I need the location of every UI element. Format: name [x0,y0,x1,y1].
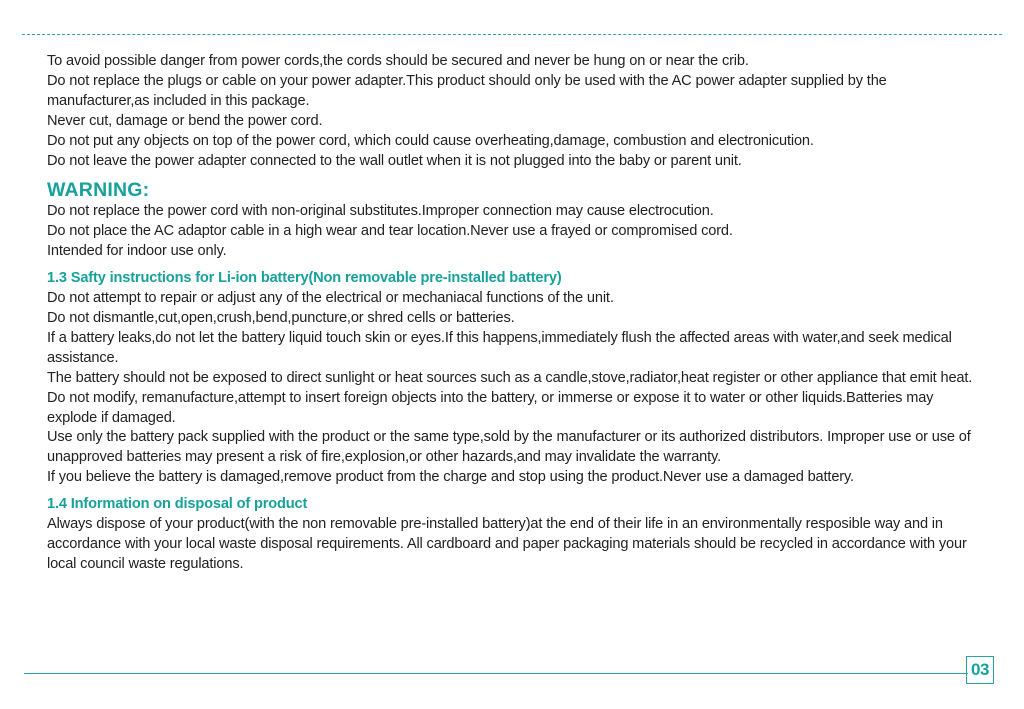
paragraph: Never cut, damage or bend the power cord. [47,112,323,129]
power-cord-section [47,52,987,171]
battery-section [47,289,987,488]
paragraph: Do not replace the plugs or cable on your power adapter.This product should only be used with the AC power adapter supplied by the manufacturer,as included in this package. [47,72,887,109]
paragraph: Do not dismantle,cut,open,crush,bend,puncture,or shred cells or batteries. [47,309,515,326]
paragraph: Do not modify, remanufacture,attempt to insert foreign objects into the battery, or immerse or expose it to water or other liquids.Batteries may explode if damaged. [47,389,934,426]
paragraph: Intended for indoor use only. [47,243,227,260]
paragraph: Do not place the AC adaptor cable in a high wear and tear location.Never use a frayed or compromised cord. [47,223,733,240]
warning-section [47,202,987,262]
page-number: 03 [966,656,994,684]
paragraph: Do not replace the power cord with non-original substitutes.Improper connection may cause electrocution. [47,203,714,220]
paragraph: Always dispose of your product(with the non removable pre-installed battery)at the end of their life in an environmentally resposible way and in accordance with your local waste disposal requirements. All cardboard and paper packaging materials should be recycled in accordance with your local council waste regulations. [47,516,967,572]
paragraph: If a battery leaks,do not let the battery liquid touch skin or eyes.If this happens,immediately flush the affected areas with water,and seek medical assistance. [47,329,952,366]
bottom-rule [24,673,968,674]
paragraph: If you believe the battery is damaged,remove product from the charge and stop using the product.Never use a damaged battery. [47,469,854,486]
paragraph: To avoid possible danger from power cords,the cords should be secured and never be hung on or near the crib. [47,53,749,69]
top-dashed-rule [22,34,1002,35]
warning-title: WARNING: [47,179,150,202]
battery-section-heading: 1.3 Safty instructions for Li-ion battery(Non removable pre-installed battery) [47,270,562,287]
paragraph: Do not put any objects on top of the power cord, which could cause overheating,damage, combustion and electronicution. [47,132,814,149]
disposal-section-heading: 1.4 Information on disposal of product [47,496,308,513]
disposal-section [47,515,987,575]
paragraph: Use only the battery pack supplied with the product or the same type,sold by the manufacturer or its authorized distributors. Improper use or use of unapproved batteries may present a risk of fire,explosion,or other hazards,and may invalidate the warranty. [47,429,971,466]
paragraph: Do not attempt to repair or adjust any of the electrical or mechaniacal functions of the unit. [47,290,614,307]
paragraph: Do not leave the power adapter connected to the wall outlet when it is not plugged into the baby or parent unit. [47,152,742,169]
document-body [47,52,987,575]
paragraph: The battery should not be exposed to direct sunlight or heat sources such as a candle,stove,radiator,heat register or other appliance that emit heat. [47,369,973,386]
